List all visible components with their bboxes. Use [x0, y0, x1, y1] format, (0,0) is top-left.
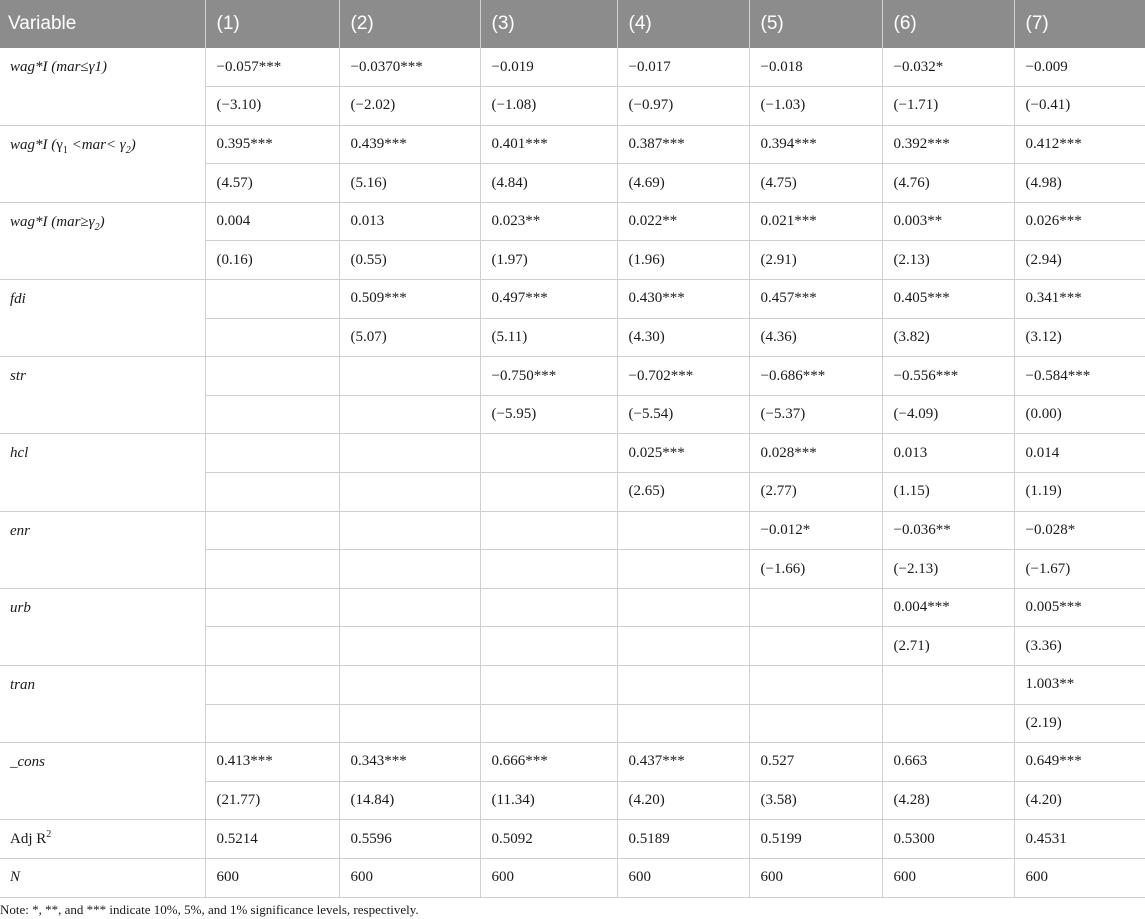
- coefficient-cell: [339, 511, 480, 550]
- t-stat-cell: [617, 627, 749, 666]
- variable-name: _cons: [0, 743, 205, 820]
- t-stat-cell: [480, 704, 617, 743]
- t-stat-cell: (−1.66): [749, 550, 882, 589]
- header-col-2: (2): [339, 0, 480, 48]
- coefficient-cell: 0.497***: [480, 280, 617, 319]
- coefficient-cell: [617, 588, 749, 627]
- t-stat-cell: (4.36): [749, 318, 882, 357]
- t-stat-cell: (2.65): [617, 473, 749, 512]
- t-stat-cell: (4.75): [749, 164, 882, 203]
- coefficient-cell: 0.649***: [1014, 743, 1145, 782]
- adj-r2-cell: 0.5214: [205, 820, 339, 859]
- t-stat-cell: (4.57): [205, 164, 339, 203]
- t-stat-cell: (4.98): [1014, 164, 1145, 203]
- table-row-coef: [0, 666, 1145, 705]
- header-col-7: (7): [1014, 0, 1145, 48]
- t-stat-cell: (11.34): [480, 781, 617, 820]
- variable-name: str: [0, 357, 205, 434]
- adj-r2-cell: 0.4531: [1014, 820, 1145, 859]
- t-stat-cell: (0.55): [339, 241, 480, 280]
- coefficient-cell: 0.014: [1014, 434, 1145, 473]
- coefficient-cell: [480, 511, 617, 550]
- n-label: N: [0, 858, 205, 897]
- t-stat-cell: (−5.95): [480, 395, 617, 434]
- t-stat-cell: (4.20): [1014, 781, 1145, 820]
- table-row-coef: [0, 280, 1145, 319]
- t-stat-cell: (2.77): [749, 473, 882, 512]
- coefficient-cell: [205, 280, 339, 319]
- coefficient-cell: −0.556***: [882, 357, 1014, 396]
- coefficient-cell: 0.025***: [617, 434, 749, 473]
- t-stat-cell: (4.20): [617, 781, 749, 820]
- t-stat-cell: [339, 704, 480, 743]
- t-stat-cell: (−1.03): [749, 87, 882, 126]
- t-stat-cell: (4.28): [882, 781, 1014, 820]
- header-col-3: (3): [480, 0, 617, 48]
- adj-r2-cell: 0.5092: [480, 820, 617, 859]
- n-cell: 600: [205, 858, 339, 897]
- coefficient-cell: 0.509***: [339, 280, 480, 319]
- n-cell: 600: [1014, 858, 1145, 897]
- t-stat-cell: [339, 395, 480, 434]
- adj-r2-cell: 0.5300: [882, 820, 1014, 859]
- table-row-coef: [0, 434, 1145, 473]
- coefficient-cell: [882, 666, 1014, 705]
- t-stat-cell: [205, 318, 339, 357]
- adj-r2-row: [0, 820, 1145, 859]
- coefficient-cell: −0.0370***: [339, 48, 480, 87]
- coefficient-cell: 0.023**: [480, 202, 617, 241]
- coefficient-cell: 0.004: [205, 202, 339, 241]
- coefficient-cell: [749, 666, 882, 705]
- header-row: [0, 0, 1145, 48]
- t-stat-cell: (2.91): [749, 241, 882, 280]
- coefficient-cell: 0.663: [882, 743, 1014, 782]
- coefficient-cell: [480, 434, 617, 473]
- t-stat-cell: (−4.09): [882, 395, 1014, 434]
- table-note: Note: *, **, and *** indicate 10%, 5%, and 1% significance levels, respectively.: [0, 902, 419, 917]
- t-stat-cell: (21.77): [205, 781, 339, 820]
- n-cell: 600: [339, 858, 480, 897]
- coefficient-cell: 0.343***: [339, 743, 480, 782]
- coefficient-cell: 0.666***: [480, 743, 617, 782]
- n-cell: 600: [749, 858, 882, 897]
- coefficient-cell: 0.021***: [749, 202, 882, 241]
- t-stat-cell: (0.16): [205, 241, 339, 280]
- t-stat-cell: (−0.41): [1014, 87, 1145, 126]
- coefficient-cell: 0.005***: [1014, 588, 1145, 627]
- coefficient-cell: [749, 588, 882, 627]
- coefficient-cell: 0.392***: [882, 125, 1014, 164]
- adj-r2-cell: 0.5189: [617, 820, 749, 859]
- header-col-6: (6): [882, 0, 1014, 48]
- table-row-coef: [0, 48, 1145, 87]
- table-row-coef: [0, 511, 1145, 550]
- coefficient-cell: 0.413***: [205, 743, 339, 782]
- coefficient-cell: 0.401***: [480, 125, 617, 164]
- t-stat-cell: (−1.67): [1014, 550, 1145, 589]
- variable-name: fdi: [0, 280, 205, 357]
- variable-name: wag*I $(\gamma_1 <mar< \gamma_2)$: [0, 125, 205, 202]
- t-stat-cell: (1.97): [480, 241, 617, 280]
- t-stat-cell: (4.69): [617, 164, 749, 203]
- t-stat-cell: [749, 704, 882, 743]
- t-stat-cell: (1.15): [882, 473, 1014, 512]
- t-stat-cell: (3.12): [1014, 318, 1145, 357]
- coefficient-cell: −0.584***: [1014, 357, 1145, 396]
- table-row-coef: [0, 743, 1145, 782]
- t-stat-cell: (4.30): [617, 318, 749, 357]
- t-stat-cell: [205, 473, 339, 512]
- n-cell: 600: [882, 858, 1014, 897]
- table-row-coef: [0, 125, 1145, 164]
- coefficient-cell: [339, 434, 480, 473]
- coefficient-cell: [205, 588, 339, 627]
- t-stat-cell: (−2.13): [882, 550, 1014, 589]
- coefficient-cell: [205, 511, 339, 550]
- coefficient-cell: 0.022**: [617, 202, 749, 241]
- coefficient-cell: 0.430***: [617, 280, 749, 319]
- coefficient-cell: 0.387***: [617, 125, 749, 164]
- t-stat-cell: [339, 550, 480, 589]
- coefficient-cell: 0.405***: [882, 280, 1014, 319]
- adj-r2-cell: 0.5596: [339, 820, 480, 859]
- t-stat-cell: [480, 627, 617, 666]
- t-stat-cell: (14.84): [339, 781, 480, 820]
- variable-name: hcl: [0, 434, 205, 511]
- t-stat-cell: (2.71): [882, 627, 1014, 666]
- coefficient-cell: [480, 666, 617, 705]
- coefficient-cell: [339, 357, 480, 396]
- coefficient-cell: −0.009: [1014, 48, 1145, 87]
- coefficient-cell: 0.457***: [749, 280, 882, 319]
- t-stat-cell: (−1.08): [480, 87, 617, 126]
- coefficient-cell: [339, 588, 480, 627]
- t-stat-cell: (1.19): [1014, 473, 1145, 512]
- t-stat-cell: [749, 627, 882, 666]
- adj-r2-cell: 0.5199: [749, 820, 882, 859]
- coefficient-cell: 0.026***: [1014, 202, 1145, 241]
- table-row-coef: [0, 357, 1145, 396]
- n-cell: 600: [480, 858, 617, 897]
- coefficient-cell: 0.412***: [1014, 125, 1145, 164]
- coefficient-cell: 0.394***: [749, 125, 882, 164]
- t-stat-cell: (5.07): [339, 318, 480, 357]
- t-stat-cell: [480, 473, 617, 512]
- variable-name: enr: [0, 511, 205, 588]
- t-stat-cell: (−1.71): [882, 87, 1014, 126]
- coefficient-cell: 0.341***: [1014, 280, 1145, 319]
- t-stat-cell: (1.96): [617, 241, 749, 280]
- t-stat-cell: [882, 704, 1014, 743]
- variable-name: wag*I $(mar\ge\gamma_2)$: [0, 202, 205, 279]
- t-stat-cell: (2.13): [882, 241, 1014, 280]
- coefficient-cell: [480, 588, 617, 627]
- coefficient-cell: −0.036**: [882, 511, 1014, 550]
- t-stat-cell: (0.00): [1014, 395, 1145, 434]
- coefficient-cell: 0.439***: [339, 125, 480, 164]
- t-stat-cell: [617, 550, 749, 589]
- coefficient-cell: 0.013: [339, 202, 480, 241]
- n-cell: 600: [617, 858, 749, 897]
- coefficient-cell: [617, 511, 749, 550]
- coefficient-cell: 0.013: [882, 434, 1014, 473]
- coefficient-cell: [205, 666, 339, 705]
- coefficient-cell: −0.017: [617, 48, 749, 87]
- variable-name: wag*I (mar≤γ1): [0, 48, 205, 125]
- coefficient-cell: [617, 666, 749, 705]
- t-stat-cell: (−5.37): [749, 395, 882, 434]
- header-col-5: (5): [749, 0, 882, 48]
- adj-r2-label: Adj $R^2$: [0, 820, 205, 859]
- t-stat-cell: (3.58): [749, 781, 882, 820]
- coefficient-cell: 0.437***: [617, 743, 749, 782]
- header-col-1: (1): [205, 0, 339, 48]
- table-row-coef: [0, 202, 1145, 241]
- t-stat-cell: (2.19): [1014, 704, 1145, 743]
- t-stat-cell: [205, 550, 339, 589]
- coefficient-cell: 0.527: [749, 743, 882, 782]
- coefficient-cell: 0.004***: [882, 588, 1014, 627]
- coefficient-cell: 0.003**: [882, 202, 1014, 241]
- t-stat-cell: (5.16): [339, 164, 480, 203]
- coefficient-cell: [205, 434, 339, 473]
- coefficient-cell: −0.057***: [205, 48, 339, 87]
- t-stat-cell: (2.94): [1014, 241, 1145, 280]
- t-stat-cell: (3.82): [882, 318, 1014, 357]
- coefficient-cell: 1.003**: [1014, 666, 1145, 705]
- t-stat-cell: [339, 473, 480, 512]
- coefficient-cell: 0.028***: [749, 434, 882, 473]
- t-stat-cell: (4.76): [882, 164, 1014, 203]
- t-stat-cell: [205, 395, 339, 434]
- t-stat-cell: [205, 704, 339, 743]
- coefficient-cell: −0.702***: [617, 357, 749, 396]
- t-stat-cell: (−5.54): [617, 395, 749, 434]
- t-stat-cell: (−2.02): [339, 87, 480, 126]
- coefficient-cell: −0.686***: [749, 357, 882, 396]
- t-stat-cell: (−0.97): [617, 87, 749, 126]
- coefficient-cell: [205, 357, 339, 396]
- t-stat-cell: [480, 550, 617, 589]
- t-stat-cell: [205, 627, 339, 666]
- header-col-4: (4): [617, 0, 749, 48]
- variable-name: urb: [0, 588, 205, 665]
- variable-name: tran: [0, 666, 205, 743]
- t-stat-cell: (4.84): [480, 164, 617, 203]
- t-stat-cell: [339, 627, 480, 666]
- t-stat-cell: (5.11): [480, 318, 617, 357]
- header-variable: Variable: [0, 0, 205, 48]
- coefficient-cell: −0.750***: [480, 357, 617, 396]
- t-stat-cell: [617, 704, 749, 743]
- t-stat-cell: (−3.10): [205, 87, 339, 126]
- coefficient-cell: −0.012*: [749, 511, 882, 550]
- coefficient-cell: 0.395***: [205, 125, 339, 164]
- t-stat-cell: (3.36): [1014, 627, 1145, 666]
- coefficient-cell: −0.032*: [882, 48, 1014, 87]
- table-row-coef: [0, 588, 1145, 627]
- coefficient-cell: −0.019: [480, 48, 617, 87]
- n-row: [0, 858, 1145, 897]
- coefficient-cell: −0.018: [749, 48, 882, 87]
- coefficient-cell: [339, 666, 480, 705]
- coefficient-cell: −0.028*: [1014, 511, 1145, 550]
